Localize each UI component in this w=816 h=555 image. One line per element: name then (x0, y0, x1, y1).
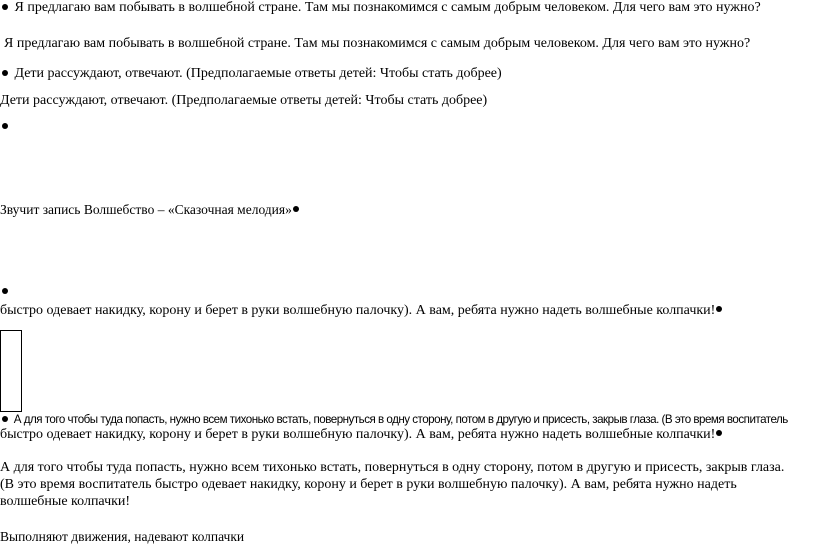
paragraph-text: А для того чтобы туда попасть, нужно всем тихонько встать, повернуться в одну сторону, потом в другую и присесть, закрыв глаза. (В это время воспитатель (13, 413, 788, 426)
paragraph-text: быстро одевает накидку, корону и берет в руки волшебную палочку). А вам, ребята нужно надеть волшебные колпачки! (0, 303, 716, 318)
bullet-icon (716, 430, 722, 436)
empty-frame (0, 330, 22, 412)
bullet-icon (293, 206, 299, 212)
paragraph-children-answer: Дети рассуждают, отвечают. (Предполагаемые ответы детей: Чтобы стать добрее) (0, 93, 488, 108)
paragraph-invite: Я предлагаю вам побывать в волшебной стране. Там мы познакомимся с самым добрым человеком. Для чего вам это нужно? (4, 36, 751, 51)
paragraph-text: Дети рассуждают, отвечают. (Предполагаемые ответы детей: Чтобы стать добрее) (14, 66, 502, 81)
paragraph-children-answer-bulleted (0, 66, 502, 82)
bullet-icon (2, 123, 8, 129)
empty-bullet-line (0, 118, 11, 136)
paragraph-actions: Выполняют движения, надевают колпачки (0, 529, 245, 544)
bullet-icon (716, 306, 722, 312)
bullet-icon (2, 70, 8, 76)
paragraph-text: Звучит запись Волшебство – «Сказочная мелодия» (0, 202, 292, 217)
paragraph-cape (0, 303, 722, 319)
empty-bullet-line (0, 283, 11, 301)
paragraph-cape-repeat (0, 427, 722, 443)
paragraph-sound (0, 202, 299, 218)
paragraph-enter: А для того чтобы туда попасть, нужно всем тихонько встать, повернуться в одну сторону, потом в другую и присесть, закрыв глаза. (В это время воспитатель быстро одевает накидку, корону и берет в руки волшебную палочку). А вам, ребята нужно надеть волшебные колпачки! (0, 460, 785, 509)
bullet-icon (2, 416, 8, 422)
paragraph-text: быстро одевает накидку, корону и берет в руки волшебную палочку). А вам, ребята нужно надеть волшебные колпачки! (0, 427, 716, 442)
paragraph-text: Я предлагаю вам побывать в волшебной стране. Там мы познакомимся с самым добрым человеком. Для чего вам это нужно? (14, 0, 761, 15)
bullet-icon (2, 288, 8, 294)
bullet-icon (2, 4, 8, 10)
paragraph-invite-bulleted (0, 0, 761, 16)
paragraph-enter-condensed (0, 413, 788, 426)
